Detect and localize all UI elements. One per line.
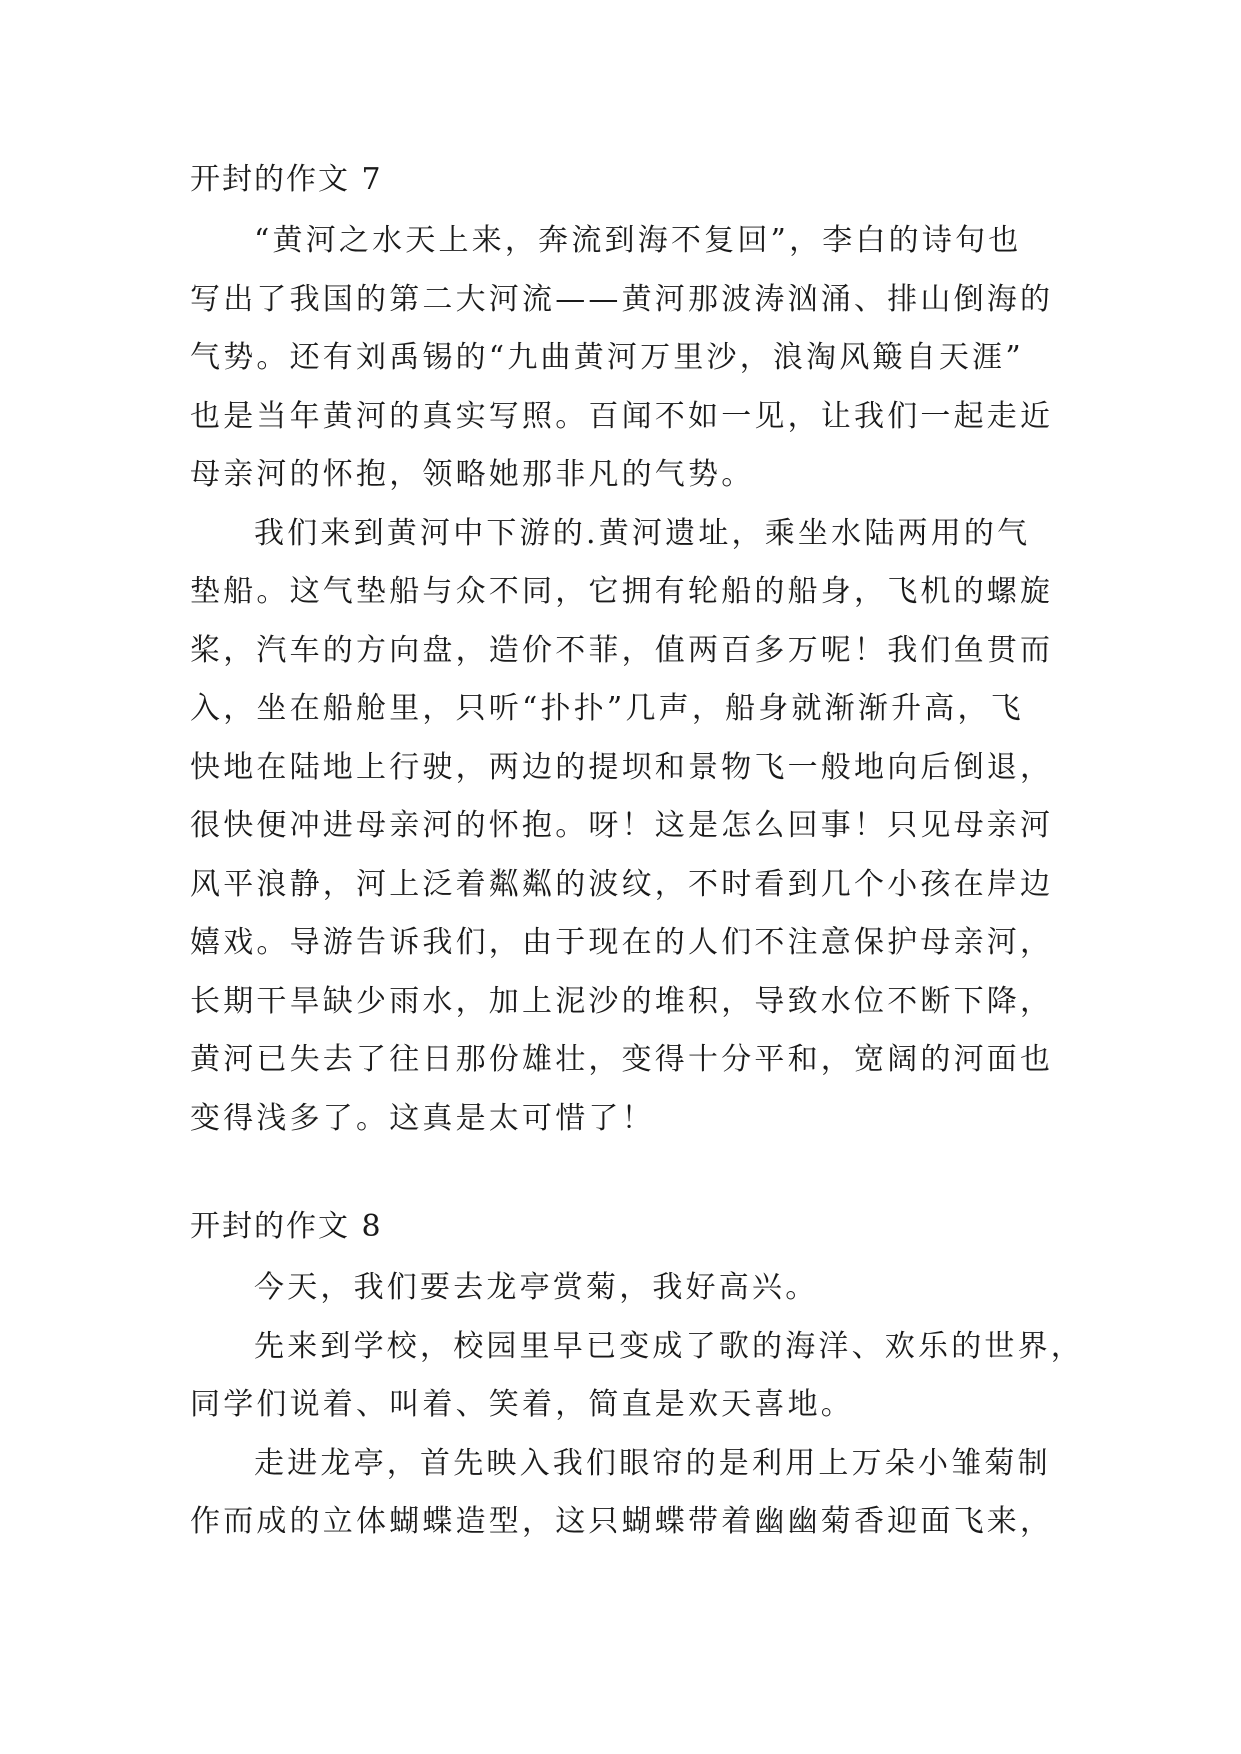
- paragraph-line: 今天，我们要去龙亭赏菊，我好高兴。: [254, 1270, 819, 1305]
- paragraph-line: 走进龙亭，首先映入我们眼帘的是利用上万朵小雏菊制: [254, 1446, 1051, 1481]
- paragraph-line: 作而成的立体蝴蝶造型，这只蝴蝶带着幽幽菊香迎面飞来，: [190, 1504, 1054, 1539]
- essay-title-8: 开封的作文 8: [190, 1209, 383, 1244]
- paragraph-line: 变得浅多了。这真是太可惜了！: [190, 1101, 655, 1136]
- paragraph-line: 写出了我国的第二大河流——黄河那波涛汹涌、排山倒海的: [190, 282, 1054, 317]
- paragraph-line: 先来到学校，校园里早已变成了歌的海洋、欢乐的世界，: [254, 1329, 1084, 1364]
- paragraph-line: 垫船。这气垫船与众不同，它拥有轮船的船身，飞机的螺旋: [190, 574, 1054, 609]
- paragraph-line: 嬉戏。导游告诉我们，由于现在的人们不注意保护母亲河，: [190, 925, 1054, 960]
- paragraph-line: 快地在陆地上行驶，两边的提坝和景物飞一般地向后倒退，: [190, 750, 1054, 785]
- paragraph-line: 也是当年黄河的真实写照。百闻不如一见，让我们一起走近: [190, 399, 1054, 434]
- paragraph-line: 我们来到黄河中下游的.黄河遗址，乘坐水陆两用的气: [254, 516, 1031, 551]
- paragraph-line: 母亲河的怀抱，领略她那非凡的气势。: [190, 457, 755, 492]
- paragraph-line: 长期干旱缺少雨水，加上泥沙的堆积，导致水位不断下降，: [190, 984, 1054, 1019]
- paragraph-line: “黄河之水天上来，奔流到海不复回”，李白的诗句也: [254, 223, 1022, 258]
- paragraph-line: 风平浪静，河上泛着粼粼的波纹，不时看到几个小孩在岸边: [190, 867, 1054, 902]
- paragraph-line: 很快便冲进母亲河的怀抱。呀！这是怎么回事！只见母亲河: [190, 808, 1054, 843]
- paragraph-line: 入，坐在船舱里，只听“扑扑”几声，船身就渐渐升高，飞: [190, 691, 1024, 726]
- essay-title-7: 开封的作文 7: [190, 162, 383, 197]
- paragraph-line: 黄河已失去了往日那份雄壮，变得十分平和，宽阔的河面也: [190, 1042, 1054, 1077]
- paragraph-line: 同学们说着、叫着、笑着，简直是欢天喜地。: [190, 1387, 854, 1422]
- paragraph-line: 桨，汽车的方向盘，造价不菲，值两百多万呢！我们鱼贯而: [190, 633, 1054, 668]
- paragraph-line: 气势。还有刘禹锡的“九曲黄河万里沙，浪淘风簸自天涯”: [190, 340, 1024, 375]
